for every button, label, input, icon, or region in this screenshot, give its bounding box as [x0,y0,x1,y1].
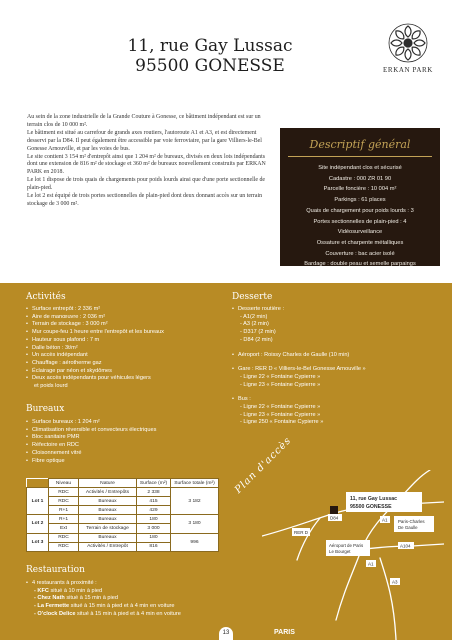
desserte-list [232,306,442,427]
restauration-list [26,580,236,619]
descriptif-item: Portes sectionnelles de plain-pied : 4 [313,218,407,225]
list-item: • Aéroport : Roissy Charles de Gaulle (10 min) [232,352,442,360]
list-item: • 4 restaurants à proximité : [26,580,236,588]
lot-total: 3 180 [171,515,219,533]
address-city: 95500 GONESSE [135,56,285,76]
bourget-marker [326,540,370,556]
lot-label: Lot 2 [27,515,49,533]
restaurant-distance: situé à 15 min à pied [64,595,118,602]
table-cell: 2 338 [137,488,171,497]
road-label-a1: A1 [382,517,388,523]
list-item: • Éclairage par néon et skydômes [26,368,226,376]
table-cell: RDC [49,497,79,506]
cdg-label-line1: Paris-Charles [398,519,425,524]
list-item [26,603,236,611]
restaurant-name: - Chez Nath [34,595,65,602]
list-item: • Bus : [232,396,442,404]
list-item: • Deux accès indépendants pour véhicules légers [26,375,226,383]
descriptif-title: Descriptif général [309,138,411,151]
list-item: - Ligne 23 « Fontaine Cypierre » [240,411,321,418]
mandala-icon [387,22,429,64]
list-item: • Un accès indépendant [26,352,226,360]
table-cell: 816 [137,542,171,551]
table-cell: 429 [137,506,171,515]
list-item: - Ligne 22 « Fontaine Cypierre » [240,404,321,411]
list-item: - D84 (2 min) [240,336,273,343]
table-cell: RDC [49,542,79,551]
list-item: • Réfectoire en RDC [26,442,226,450]
list-item: - Ligne 22 « Fontaine Cypierre » [240,373,321,380]
list-item: • Surface bureaux : 1 204 m² [26,419,226,427]
table-row [27,533,219,542]
descriptif-item: Ossature et charpente métalliques [316,239,404,246]
descriptif-item: Site indépendant clos et sécurisé [318,165,402,171]
descriptif-item: Bardage : double peau et semelle parpaings [304,261,416,268]
table-cell: Activités / Entrepôts [79,488,137,497]
road-label-d84: D84 [330,515,339,521]
table-cell: Bureaux [79,497,137,506]
page-header [0,0,452,106]
column-header: Nature [79,479,137,488]
bourget-label-line1: Aéroport de Paris [329,543,364,548]
descriptif-item: Couverture : bac acier isolé [325,250,395,257]
descriptif-list [284,163,436,270]
table-cell: 180 [137,515,171,524]
table-cell: Bureaux [79,515,137,524]
list-item: • Desserte routière : [232,306,442,314]
descriptif-item: Vidéosurveillance [337,229,383,236]
lot-label: Lot 3 [27,533,49,551]
site-label-street: 11, rue Gay Lussac [350,496,398,502]
restaurant-name: - KFC [34,587,49,594]
list-item: • Bloc sanitaire PMR [26,434,226,442]
bureaux-list [26,419,226,465]
list-item: • Cloisonnement vitré [26,450,226,458]
list-item: • Surface entrepôt : 2 336 m² [26,306,226,314]
table-cell: Ext [49,524,79,533]
property-address [60,36,360,76]
table-cell: 180 [137,533,171,542]
intro-text [27,114,273,209]
road-label-a104: A104 [400,543,411,549]
table-cell: RDC [49,488,79,497]
table-cell: R+1 [49,515,79,524]
intro-paragraph: Le bâtiment est situé au carrefour de grands axes routiers, l'autoroute A1 et A3, et est directement desservi par la D84. Il peut également être accessible par voie ferroviaire, par la gare Villiers-le-Bel Gonesse Arnouville, et par les voies de bus. [27,129,262,152]
activites-list [26,306,226,391]
table-cell: Bureaux [79,506,137,515]
table-header-row [27,479,219,488]
lot-total: 3 182 [171,488,219,515]
restaurant-distance: situé à 10 min à pied [48,587,103,594]
address-street: 11, rue Gay Lussac [127,36,293,56]
column-header: Surface totale (m²) [171,479,219,488]
lot-total: 996 [171,533,219,551]
list-item [26,588,236,596]
list-item: • Gare : RER D « Villiers-le-Bel Gonesse Arnouville » [232,366,442,374]
table-cell: R+1 [49,506,79,515]
column-header: Niveau [49,479,79,488]
site-label-city: 95500 GONESSE [350,504,392,510]
restaurant-distance: situé à 15 min à pied et à 4 min en voiture [69,603,175,610]
city-label-paris: PARIS [274,629,295,636]
table-row [27,515,219,524]
table-cell: Bureaux [79,533,137,542]
table-cell: RDC [49,533,79,542]
list-item: • Terrain de stockage : 3 000 m² [26,321,226,329]
list-item: • Aire de manœuvre : 2 036 m² [26,314,226,322]
intro-paragraph: Au sein de la zone industrielle de la Grande Couture à Gonesse, ce bâtiment indépendant est sur un terrain clos de 10 000 m². [27,114,261,128]
page-number: 13 [219,627,233,640]
rer-label: RER D [294,530,309,535]
surfaces-table [26,478,219,552]
table-cell: Activités / Entrepôt [79,542,137,551]
cdg-marker [394,516,434,532]
table-cell: 3 000 [137,524,171,533]
descriptif-item: Parcelle foncière : 10 004 m² [323,186,397,193]
list-item: • Mur coupe-feu 1 heure entre l'entrepôt et les bureaux [26,329,226,337]
list-item: - D317 (2 min) [240,329,276,336]
cdg-label-line2: De Gaulle [398,525,418,530]
restauration-heading: Restauration [26,565,85,575]
table-row [27,488,219,497]
intro-paragraph: Le lot 1 dispose de trois quais de chargements pour poids lourds ainsi que d'une porte sectionnelle de plain-pied. [27,177,265,192]
descriptif-general-box [280,128,440,266]
rer-marker [292,528,310,536]
list-item: • Hauteur sous plafond : 7 m [26,337,226,345]
bourget-label-line2: Le Bourget [329,549,351,554]
logo-text: ERKAN PARK [383,66,433,74]
restaurant-name: - O'clock Delice [34,610,76,617]
column-header: Surface (m²) [137,479,171,488]
list-item: - Ligne 250 « Fontaine Cypierre » [240,419,324,426]
table-cell: 415 [137,497,171,506]
list-item [26,595,236,603]
activites-heading: Activités [26,292,66,302]
divider [288,156,432,157]
road-label-a3: A3 [392,579,398,585]
list-item: - A1(2 min) [240,313,268,320]
descriptif-item: Cadastre : 000 ZR 01 90 [328,175,392,182]
plan-acces-label: Plan d'accès [233,435,294,496]
bureaux-heading: Bureaux [26,404,65,414]
road-line [380,558,396,640]
access-map [262,470,444,640]
restaurant-name: - La Fermette [34,603,70,610]
road-label-a1: A1 [368,561,374,567]
list-item: • Climatisation réversible et convecteurs électriques [26,427,226,435]
intro-paragraph: Le site contient 3 154 m² d'entrepôt ainsi que 1 204 m² de bureaux, divisés en deux lots indépendants dont une extension de 816 m² de stockage et 360 m² de bureaux nouvellement construits par ERKAN PARK en 2018. [27,153,266,176]
list-item: - A3 (2 min) [240,321,269,328]
desserte-heading: Desserte [232,292,273,302]
restaurant-distance: situé à 15 min à pied et à 4 min en voiture [75,610,181,617]
list-item: • Chauffage : aérotherme gaz [26,360,226,368]
erkan-park-logo [378,22,438,74]
descriptif-item: Quais de chargement pour poids lourds : 3 [306,207,414,214]
descriptif-item: Parkings : 61 places [334,197,386,204]
list-item: • Fibre optique [26,458,226,466]
intro-paragraph: Le lot 2 est équipé de trois portes sectionnelles de plain-pied dont deux donnant accès sur un terrain stockage de 3 000 m². [27,193,263,207]
list-item: et poids lourd [34,383,68,390]
list-item: • Dalle béton : 3t/m² [26,345,226,353]
list-item [26,611,236,619]
list-item: - Ligne 23 « Fontaine Cypierre » [240,381,321,388]
table-cell: Terrain de stockage [79,524,137,533]
lot-label: Lot 1 [27,488,49,515]
